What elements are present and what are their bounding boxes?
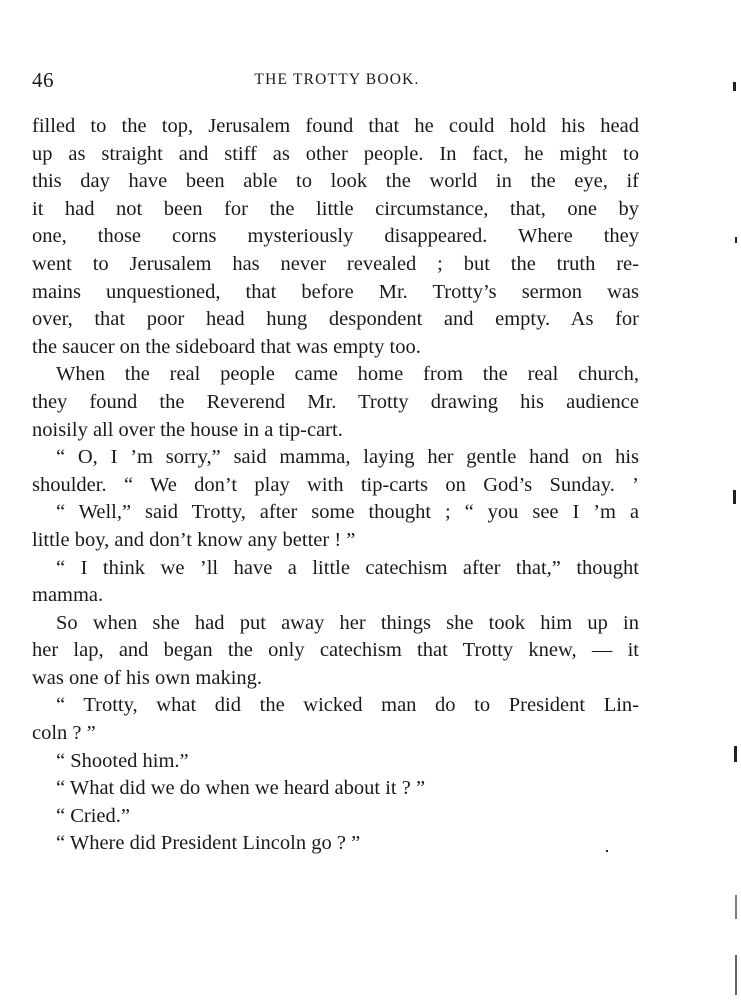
body-text — [32, 113, 639, 858]
text-line: mamma. — [32, 584, 104, 607]
text-line: So when she had put away her things she took him up in — [56, 611, 639, 634]
text-line: “ Trotty, what did the wicked man do to President Lin- — [56, 694, 639, 717]
scan-speck — [735, 895, 737, 919]
text-line: mains unquestioned, that before Mr. Trotty’s sermon was — [32, 280, 639, 303]
scan-speck — [735, 237, 737, 243]
scan-speck — [735, 955, 737, 995]
text-line: “ What did we do when we heard about it ? ” — [56, 777, 426, 800]
text-line: “ Shooted him.” — [56, 749, 189, 772]
scan-speck — [606, 850, 608, 852]
scan-speck — [733, 82, 736, 91]
text-line: “ I think we ’ll have a little catechism after that,” thought — [56, 556, 639, 579]
text-line: “ O, I ’m sorry,” said mamma, laying her gentle hand on his — [56, 446, 639, 469]
page-number: 46 — [32, 68, 54, 92]
text-line: it had not been for the little circumstance, that, one by — [32, 197, 639, 220]
text-line: little boy, and don’t know any better ! ” — [32, 528, 356, 551]
text-line: went to Jerusalem has never revealed ; but the truth re- — [32, 252, 639, 275]
text-line: this day have been able to look the world in the eye, if — [32, 170, 639, 193]
text-line: “ Where did President Lincoln go ? ” — [56, 832, 361, 855]
text-line: up as straight and stiff as other people. In fact, he might to — [32, 142, 639, 165]
scan-speck — [734, 746, 737, 762]
text-line: over, that poor head hung despondent and empty. As for — [32, 308, 639, 331]
text-line: When the real people came home from the real church, — [56, 363, 639, 386]
text-line: “ Cried.” — [56, 804, 130, 827]
scan-speck — [733, 490, 736, 504]
text-line: the saucer on the sideboard that was empty too. — [32, 335, 421, 358]
running-head: THE TROTTY BOOK. — [254, 71, 420, 88]
page-header — [32, 68, 642, 98]
text-line: filled to the top, Jerusalem found that he could hold his head — [32, 115, 639, 137]
text-line: was one of his own making. — [32, 666, 263, 689]
text-line: one, those corns mysteriously disappeared. Where they — [32, 225, 639, 248]
text-line: they found the Reverend Mr. Trotty drawing his audience — [32, 390, 639, 413]
text-line: “ Well,” said Trotty, after some thought ; “ you see I ’m a — [56, 501, 639, 524]
text-line: coln ? ” — [32, 722, 96, 745]
text-line: noisily all over the house in a tip-cart. — [32, 418, 343, 441]
text-line: her lap, and began the only catechism that Trotty knew, — it — [32, 639, 639, 662]
text-line: shoulder. “ We don’t play with tip-carts on God’s Sunday. ’ — [32, 473, 639, 496]
